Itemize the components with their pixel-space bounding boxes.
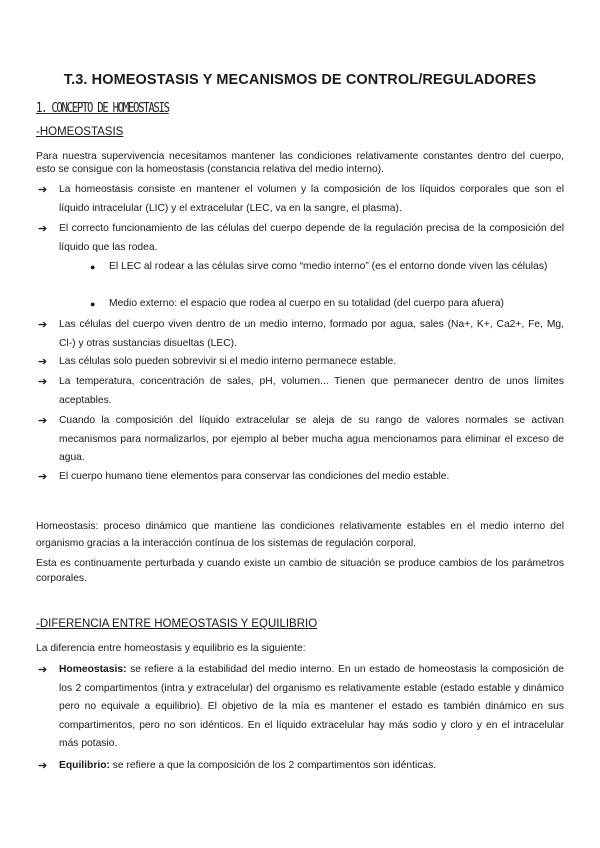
term-equilibrio: Equilibrio: bbox=[59, 760, 110, 771]
arrow-icon: ➔ bbox=[38, 356, 48, 368]
section-title: 1. CONCEPTO DE HOMEOSTASIS bbox=[36, 101, 169, 116]
list-item: ➔ La temperatura, concentración de sales, pH, volumen... Tienen que permanecer dentro de unos límites aceptables. bbox=[36, 373, 564, 410]
intro-paragraph: Para nuestra supervivencia necesitamos mantener las condiciones relativamente constantes dentro del cuerpo, esto se consigue con la homeostasis (constancia relativa del medio interno). bbox=[36, 151, 564, 175]
bullet-icon: ● bbox=[90, 299, 96, 309]
arrow-icon: ➔ bbox=[38, 376, 48, 388]
list-item: ➔ Las células del cuerpo viven dentro de un medio interno, formado por agua, sales (Na+, K+, Ca2+, Fe, Mg, Cl-) y otras sustancias disueltas (LEC). bbox=[36, 316, 564, 353]
difference-intro: La diferencia entre homeostasis y equilibrio es la siguiente: bbox=[36, 643, 306, 654]
term-homeostasis: Homeostasis: bbox=[59, 664, 127, 675]
arrow-icon: ➔ bbox=[38, 223, 48, 235]
arrow-icon: ➔ bbox=[38, 760, 48, 772]
perturbation-paragraph: Esta es continuamente perturbada y cuando existe un cambio de situación se produce cambios de los parámetros corporales. bbox=[36, 558, 564, 584]
list-item: ➔ El correcto funcionamiento de las células del cuerpo depende de la regulación precisa de la composición del líquido que las rodea. bbox=[36, 220, 564, 257]
list-item: ➔ Las células solo pueden sobrevivir si el medio interno permanece estable. bbox=[36, 353, 564, 372]
definition-paragraph: Homeostasis: proceso dinámico que mantiene las condiciones relativamente estables en el medio interno del organismo gracias a la interacción contínua de los sistemas de regulación corporal. bbox=[36, 521, 564, 549]
list-item: ➔ La homeostasis consiste en mantener el volumen y la composición de los líquidos corporales que son el líquido intracelular (LIC) y el extracelular (LEC, va en la sangre, el plasma). bbox=[36, 181, 564, 218]
list-item: ➔ Cuando la composición del líquido extracelular se aleja de su rango de valores normales se activan mecanismos para normalizarlos, por ejemplo al beber mucha agua mencionamos para eliminar el exceso de agua. bbox=[36, 412, 564, 468]
list-item: ➔ El cuerpo humano tiene elementos para conservar las condiciones del medio estable. bbox=[36, 468, 564, 487]
bullet-icon: ● bbox=[90, 262, 96, 272]
heading-homeostasis: -HOMEOSTASIS bbox=[36, 126, 124, 138]
list-item: ➔ Equilibrio: se refiere a que la composición de los 2 compartimentos son idénticas. bbox=[36, 757, 564, 776]
arrow-icon: ➔ bbox=[38, 415, 48, 427]
arrow-icon: ➔ bbox=[38, 184, 48, 196]
arrow-icon: ➔ bbox=[38, 664, 48, 676]
sub-list-item: ● El LEC al rodear a las células sirve como “medio interno” (es el entorno donde viven las células) bbox=[90, 258, 564, 277]
sub-list-item: ● Medio externo: el espacio que rodea al cuerpo en su totalidad (del cuerpo para afuera) bbox=[90, 295, 564, 314]
page-title: T.3. HOMEOSTASIS Y MECANISMOS DE CONTROL/REGULADORES bbox=[63, 72, 537, 88]
arrow-icon: ➔ bbox=[38, 471, 48, 483]
arrow-icon: ➔ bbox=[38, 319, 48, 331]
heading-difference: -DIFERENCIA ENTRE HOMEOSTASIS Y EQUILIBRIO bbox=[36, 618, 318, 630]
list-item: ➔ Homeostasis: se refiere a la estabilidad del medio interno. En un estado de homeostasis la composición de los 2 compartimentos (intra y extracelular) del organismo es relativamente estable (estado estable y dinámico pero no equivale a equilibrio). El objetivo de la mía es mantener el estado es también dinámico en sus compartimentos, pero no son idénticos. En el líquido extracelular hay más sodio y cloro y en el intracelular más potasio. bbox=[36, 661, 564, 754]
